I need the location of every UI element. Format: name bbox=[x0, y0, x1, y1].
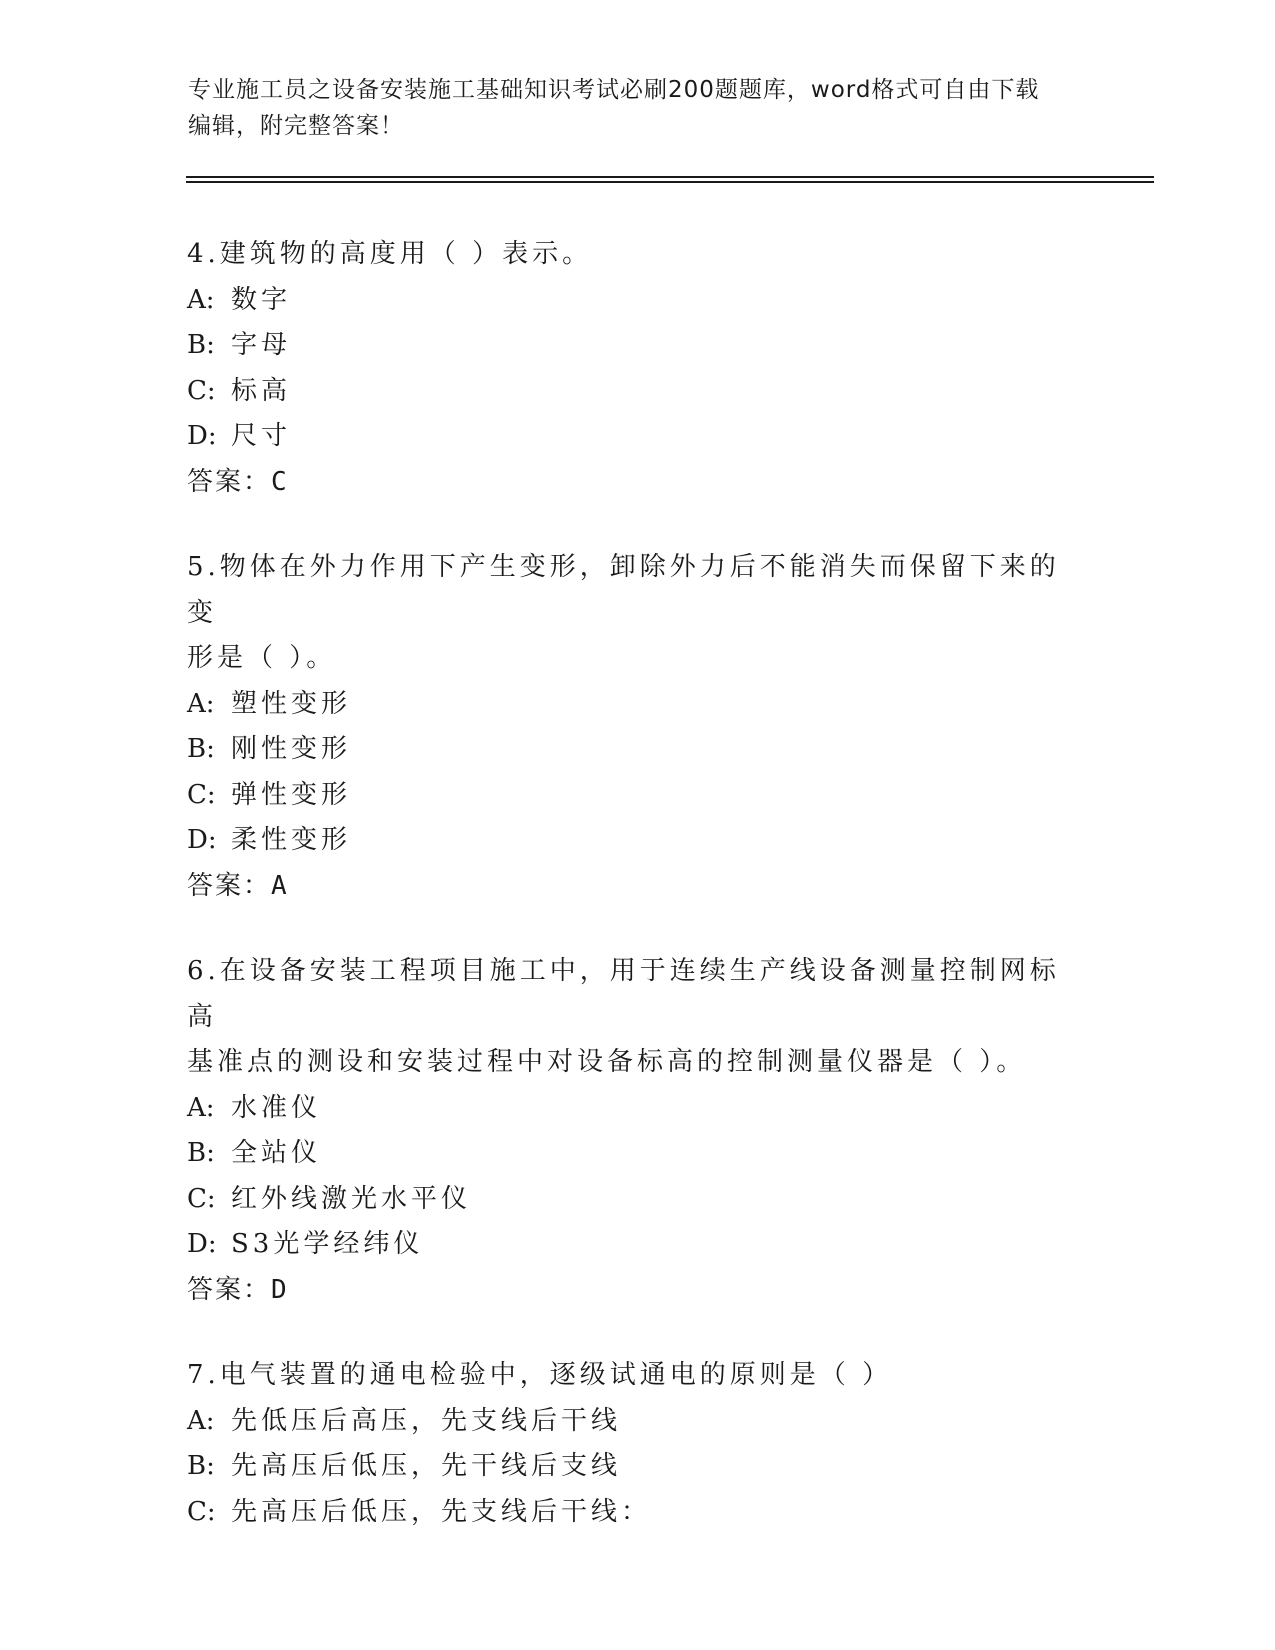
option-c bbox=[187, 369, 1067, 415]
answer-line bbox=[187, 864, 1067, 910]
header-divider-top bbox=[186, 176, 1154, 178]
option-text: 柔性变形 bbox=[231, 825, 352, 855]
option-b bbox=[187, 1131, 1067, 1177]
question-item bbox=[187, 545, 1067, 909]
answer-label: 答案： bbox=[187, 1274, 272, 1305]
answer-value: D bbox=[271, 1274, 287, 1305]
question-item bbox=[187, 949, 1067, 1313]
option-letter: A: bbox=[187, 284, 215, 315]
option-a bbox=[187, 278, 1067, 324]
option-letter: A: bbox=[187, 688, 215, 719]
option-text: 标高 bbox=[231, 375, 292, 406]
option-d bbox=[187, 818, 1067, 864]
option-a bbox=[187, 1086, 1067, 1132]
option-b bbox=[187, 323, 1067, 369]
question-item bbox=[187, 232, 1067, 505]
answer-label: 答案： bbox=[187, 870, 272, 901]
option-text: 数字 bbox=[231, 284, 292, 315]
question-text-line-1: 5.物体在外力作用下产生变形，卸除外力后不能消失而保留下来的变 bbox=[187, 552, 1060, 628]
option-letter: B: bbox=[187, 734, 215, 764]
question-list bbox=[187, 232, 1067, 1575]
option-text: 先低压后高压，先支线后干线 bbox=[231, 1405, 622, 1436]
option-letter: B: bbox=[187, 330, 215, 360]
option-text: 刚性变形 bbox=[231, 734, 352, 764]
option-b bbox=[187, 727, 1067, 773]
option-letter: B: bbox=[187, 1138, 215, 1168]
question-text: 7.电气装置的通电检验中，逐级试通电的原则是（ ） bbox=[187, 1360, 893, 1390]
question-item bbox=[187, 1353, 1067, 1535]
option-b bbox=[187, 1444, 1067, 1490]
option-letter: C: bbox=[187, 1496, 216, 1527]
header-divider-bottom bbox=[186, 181, 1154, 183]
option-letter: B: bbox=[187, 1451, 215, 1481]
option-letter: D: bbox=[187, 421, 217, 451]
option-d bbox=[187, 414, 1067, 460]
option-d bbox=[187, 1222, 1067, 1268]
option-text: 尺寸 bbox=[231, 421, 292, 451]
option-c bbox=[187, 1490, 1067, 1536]
option-letter: C: bbox=[187, 1183, 216, 1214]
option-letter: C: bbox=[187, 779, 216, 810]
question-text-line-1: 6.在设备安装工程项目施工中，用于连续生产线设备测量控制网标高 bbox=[187, 956, 1060, 1032]
option-text: 塑性变形 bbox=[231, 688, 352, 719]
option-text: 红外线激光水平仪 bbox=[231, 1183, 472, 1214]
option-text: 水准仪 bbox=[231, 1092, 322, 1123]
option-c bbox=[187, 773, 1067, 819]
question-text: 4.建筑物的高度用（ ）表示。 bbox=[187, 239, 593, 269]
option-text: 全站仪 bbox=[231, 1138, 322, 1168]
option-text: 先高压后低压，先干线后支线 bbox=[231, 1451, 622, 1481]
option-text: 弹性变形 bbox=[231, 779, 352, 810]
option-letter: A: bbox=[187, 1405, 215, 1436]
answer-value: C bbox=[271, 466, 287, 497]
option-letter: C: bbox=[187, 375, 216, 406]
option-letter: D: bbox=[187, 1229, 217, 1259]
option-text: 先高压后低压，先支线后干线： bbox=[231, 1496, 652, 1527]
option-letter: D: bbox=[187, 825, 217, 855]
option-a bbox=[187, 682, 1067, 728]
option-letter: A: bbox=[187, 1092, 215, 1123]
answer-line bbox=[187, 460, 1067, 506]
question-text-line-2: 形是（ ）。 bbox=[187, 643, 337, 673]
header-line-2: 编辑，附完整答案！ bbox=[188, 113, 404, 139]
option-a bbox=[187, 1399, 1067, 1445]
answer-line bbox=[187, 1268, 1067, 1314]
header-line-1: 专业施工员之设备安装施工基础知识考试必刷200题题库，word格式可自由下载 bbox=[188, 77, 1040, 103]
option-text: 字母 bbox=[231, 330, 292, 360]
question-text-line-2: 基准点的测设和安装过程中对设备标高的控制测量仪器是（ ）。 bbox=[187, 1047, 1027, 1077]
answer-value: A bbox=[271, 870, 287, 901]
option-text: S3光学经纬仪 bbox=[231, 1229, 424, 1259]
answer-label: 答案： bbox=[187, 466, 272, 497]
document-header bbox=[188, 72, 1068, 144]
option-c bbox=[187, 1177, 1067, 1223]
